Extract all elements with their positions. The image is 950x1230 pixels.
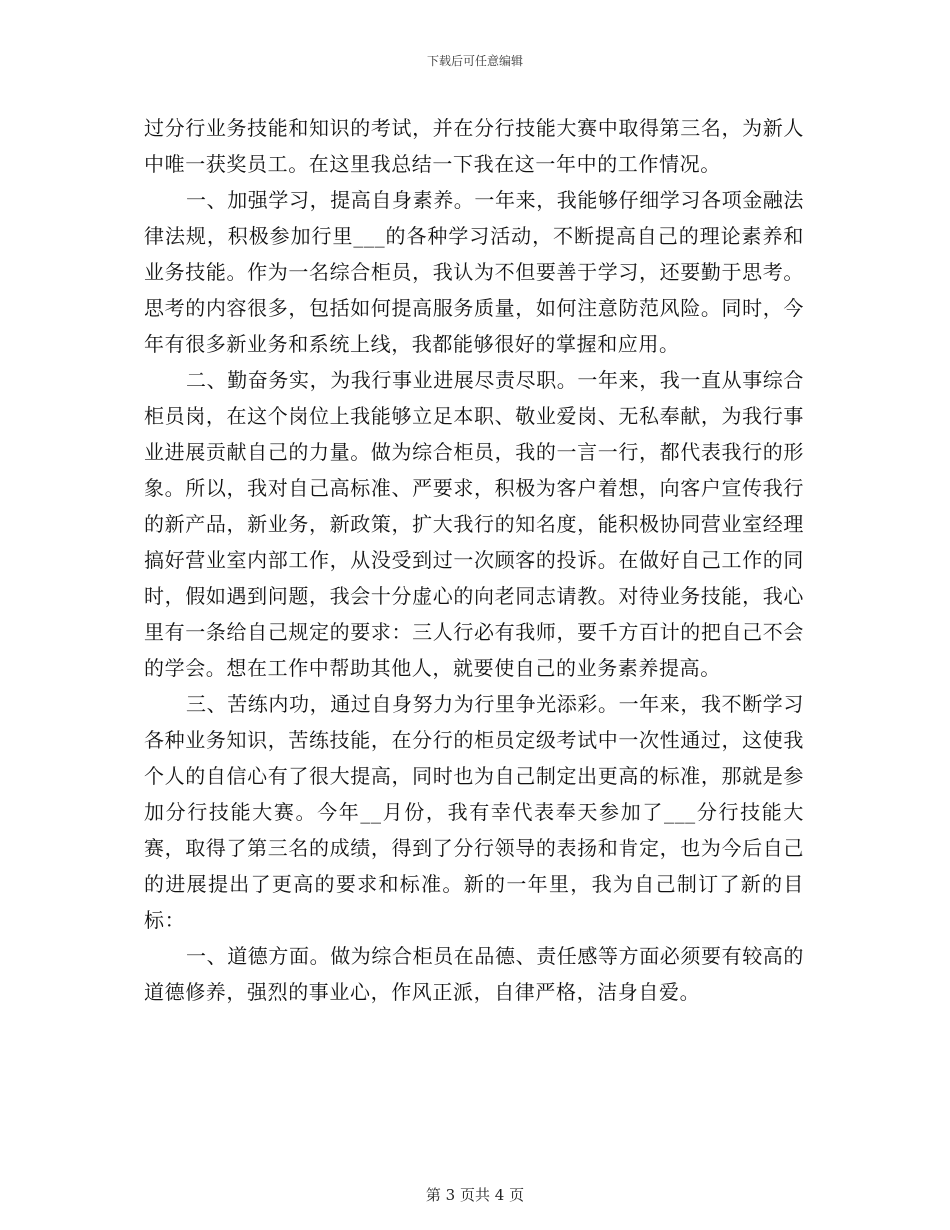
paragraph: 二、勤奋务实，为我行事业进展尽责尽职。一年来，我一直从事综合柜员岗，在这个岗位上我能够立足本职、敬业爱岗、无私奉献，为我行事业进展贡献自己的力量。做为综合柜员，我的一言一行，都代表我行的形象。所以，我对自己高标准、严要求，积极为客户着想，向客户宣传我行的新产品，新业务，新政策，扩大我行的知名度，能积极协同营业室经理搞好营业室内部工作，从没受到过一次顾客的投诉。在做好自己工作的同时，假如遇到问题，我会十分虚心的向老同志请教。对待业务技能，我心里有一条给自己规定的要求：三人行必有我师，要千方百计的把自己不会的学会。想在工作中帮助其他人，就要使自己的业务素养提高。 xyxy=(144,368,804,680)
paragraph: 一、道德方面。做为综合柜员在品德、责任感等方面必须要有较高的道德修养，强烈的事业心，作风正派，自律严格，洁身自爱。 xyxy=(144,944,804,1004)
page-footer: 第 3 页共 4 页 xyxy=(425,1186,525,1204)
page-header: 下载后可任意编辑 xyxy=(426,54,523,68)
paragraph: 三、苦练内功，通过自身努力为行里争光添彩。一年来，我不断学习各种业务知识，苦练技能，在分行的柜员定级考试中一次性通过，这使我个人的自信心有了很大提高，同时也为自己制定出更高的标准，那就是参加分行技能大赛。今年__月份，我有幸代表奉天参加了___分行技能大赛，取得了第三名的成绩，得到了分行领导的表扬和肯定，也为今后自己的进展提出了更高的要求和标准。新的一年里，我为自己制订了新的目标： xyxy=(144,692,804,932)
document-body xyxy=(144,110,804,1010)
paragraph: 过分行业务技能和知识的考试，并在分行技能大赛中取得第三名，为新人中唯一获奖员工。在这里我总结一下我在这一年中的工作情况。 xyxy=(144,116,804,176)
paragraph: 一、加强学习，提高自身素养。一年来，我能够仔细学习各项金融法律法规，积极参加行里___的各种学习活动，不断提高自己的理论素养和业务技能。作为一名综合柜员，我认为不但要善于学习，还要勤于思考。思考的内容很多，包括如何提高服务质量，如何注意防范风险。同时，今年有很多新业务和系统上线，我都能够很好的掌握和应用。 xyxy=(144,188,804,356)
